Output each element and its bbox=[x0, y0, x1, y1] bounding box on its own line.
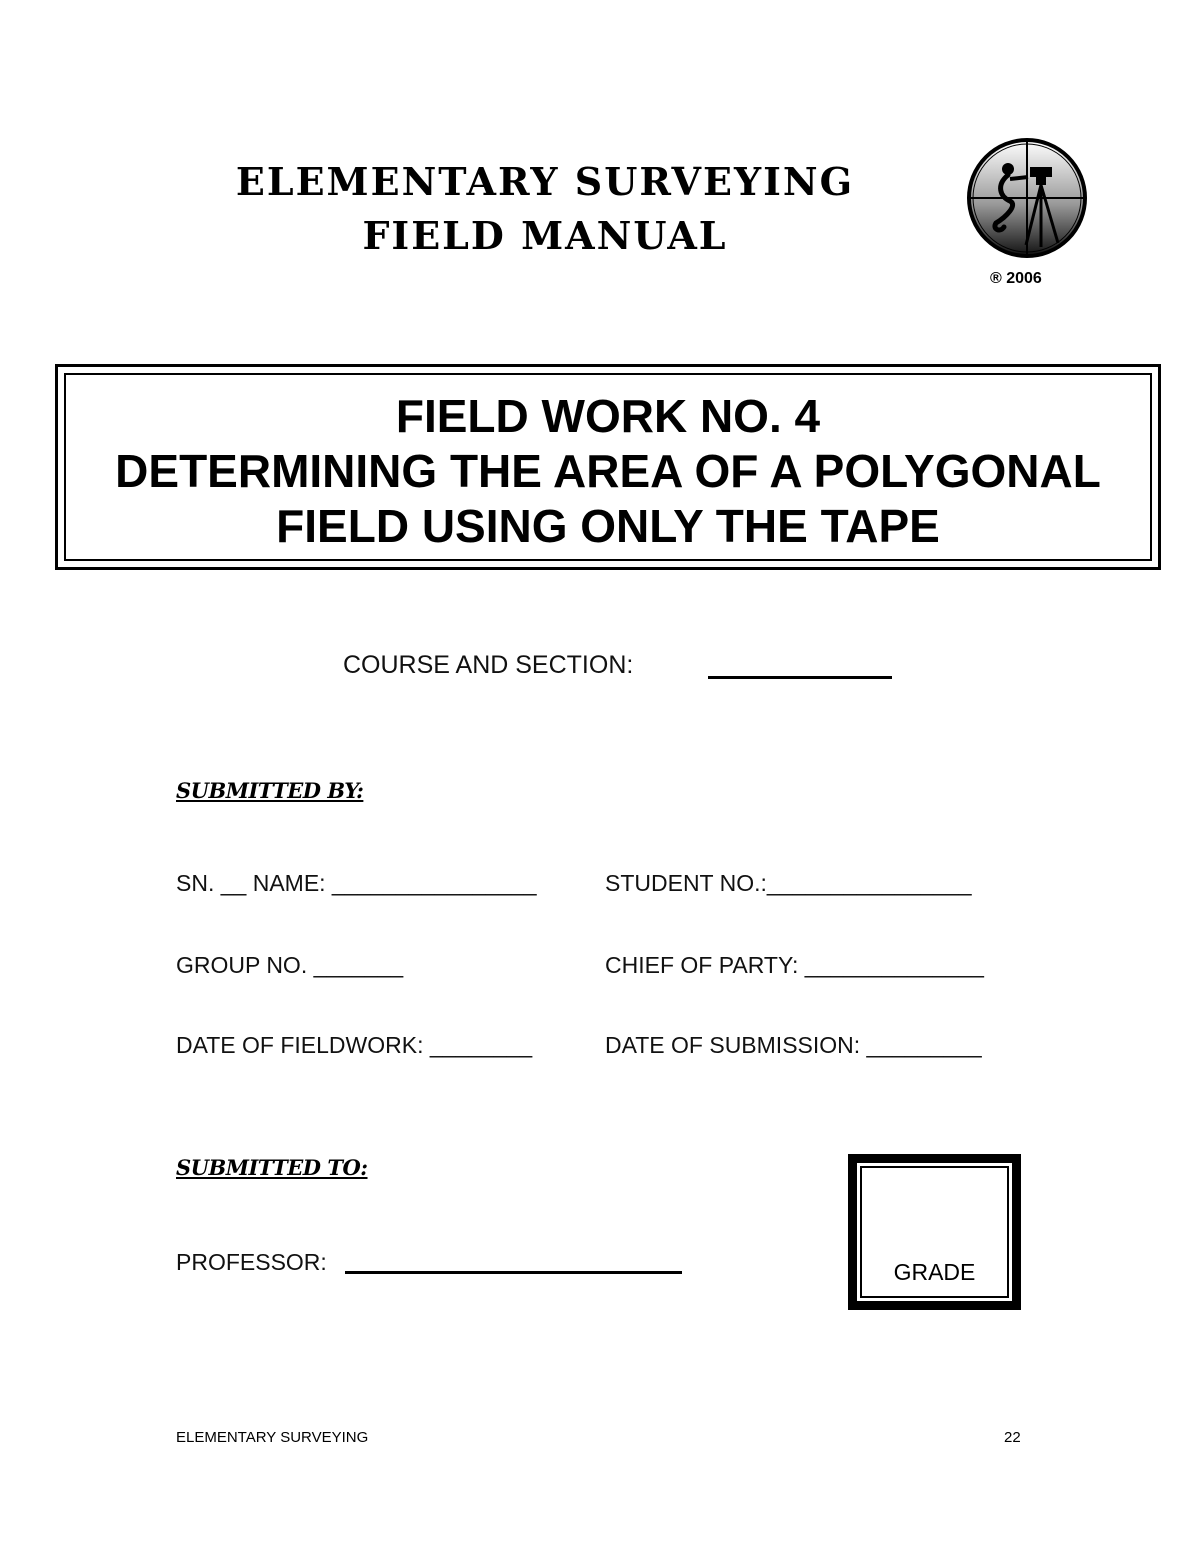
fieldwork-title-box bbox=[55, 364, 1161, 570]
chief-of-party-field[interactable]: CHIEF OF PARTY: ______________ bbox=[605, 952, 984, 978]
fieldwork-title-line3: FIELD USING ONLY THE TAPE bbox=[276, 500, 940, 552]
submitted-to-heading: SUBMITTED TO: bbox=[176, 1155, 368, 1180]
manual-title bbox=[150, 155, 940, 263]
professor-blank[interactable] bbox=[345, 1271, 682, 1274]
footer-title: ELEMENTARY SURVEYING bbox=[176, 1429, 369, 1446]
manual-title-line2: FIELD MANUAL bbox=[362, 213, 728, 258]
fieldwork-title-line1: FIELD WORK NO. 4 bbox=[395, 390, 821, 442]
professor-label: PROFESSOR: bbox=[176, 1249, 327, 1275]
student-no-field[interactable]: STUDENT NO.:________________ bbox=[605, 870, 972, 896]
grade-label: GRADE bbox=[893, 1259, 976, 1285]
group-no-field[interactable]: GROUP NO. _______ bbox=[176, 952, 404, 978]
fieldwork-title bbox=[58, 389, 1158, 554]
course-section-blank[interactable] bbox=[708, 676, 892, 679]
sn-name-field[interactable]: SN. __ NAME: ________________ bbox=[176, 870, 537, 896]
manual-title-line1: ELEMENTARY SURVEYING bbox=[235, 159, 855, 204]
page-number: 22 bbox=[1004, 1429, 1021, 1446]
date-of-fieldwork-field[interactable]: DATE OF FIELDWORK: ________ bbox=[176, 1032, 533, 1058]
surveyor-instrument-logo-icon bbox=[966, 137, 1088, 259]
grade-box[interactable] bbox=[848, 1154, 1021, 1310]
fieldwork-title-line2: DETERMINING THE AREA OF A POLYGONAL bbox=[115, 445, 1101, 497]
course-section-label: COURSE AND SECTION: bbox=[343, 651, 634, 679]
copyright-text: ® 2006 bbox=[990, 270, 1042, 287]
date-of-submission-field[interactable]: DATE OF SUBMISSION: _________ bbox=[605, 1032, 982, 1058]
submitted-by-heading: SUBMITTED BY: bbox=[176, 778, 364, 803]
